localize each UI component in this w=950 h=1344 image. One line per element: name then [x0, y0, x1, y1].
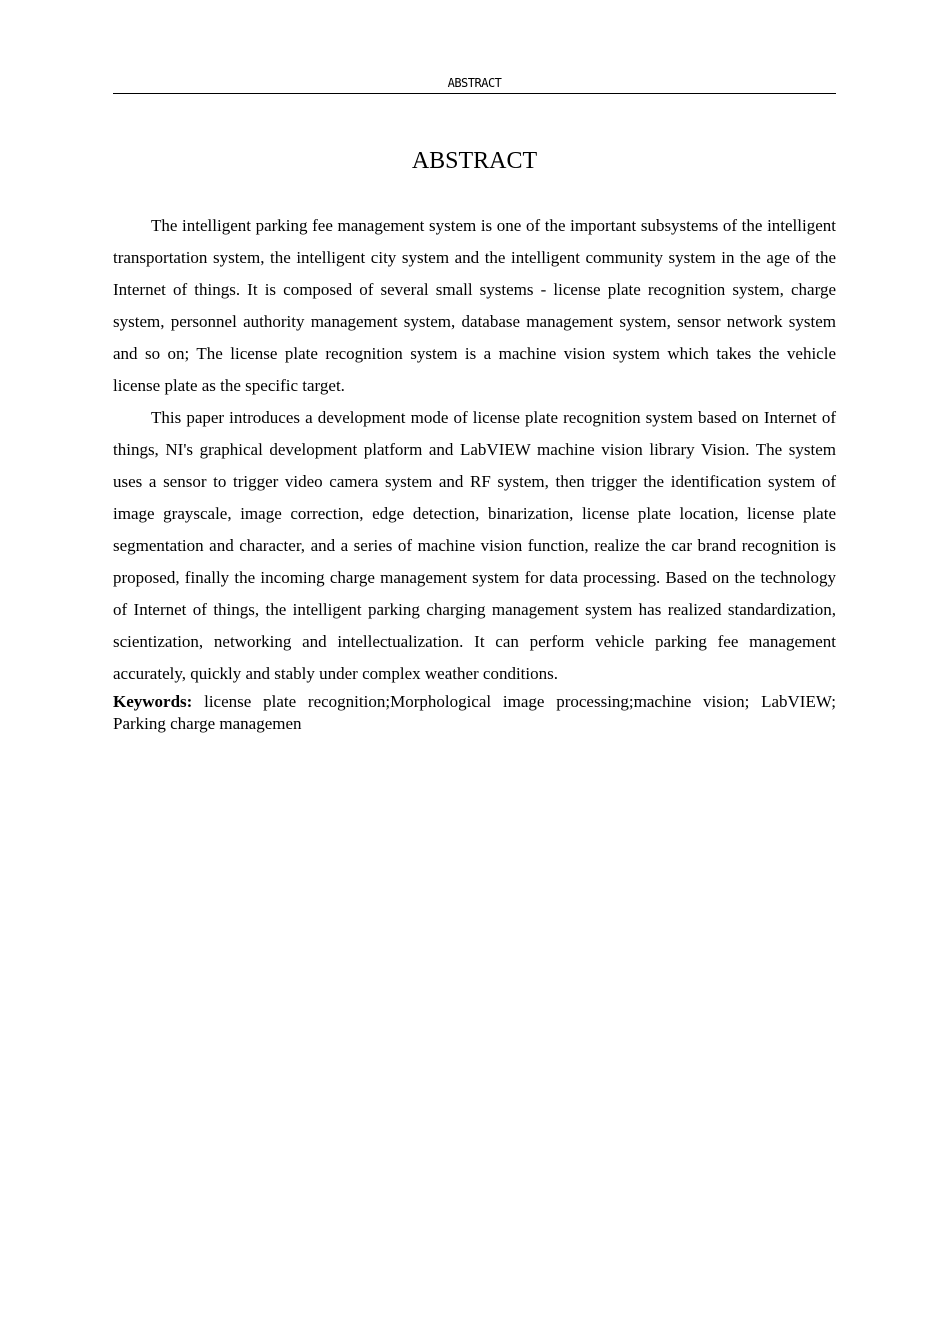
keywords-text: license plate recognition;Morphological image processing;machine vision; LabVIEW; Parking charge managemen — [113, 692, 836, 733]
keywords — [113, 691, 836, 735]
keywords-label: Keywords: — [113, 692, 193, 711]
abstract-paragraph-2: This paper introduces a development mode of license plate recognition system based on Internet of things, NI's graphical development platform and LabVIEW machine vision library Vision. The system uses a sensor to trigger video camera system and RF system, then trigger the identification system of image grayscale, image correction, edge detection, binarization, license plate location, license plate segmentation and character, and a series of machine vision function, realize the car brand recognition is proposed, finally the incoming charge management system for data processing. Based on the technology of Internet of things, the intelligent parking charging management system has realized standardization, scientization, networking and intellectualization. It can perform vehicle parking fee management accurately, quickly and stably under complex weather conditions. — [113, 408, 836, 683]
page-title: ABSTRACT — [411, 148, 538, 174]
abstract-paragraph-1: The intelligent parking fee management system is one of the important subsystems of the intelligent transportation system, the intelligent city system and the intelligent community system in the age of the Internet of things. It is composed of several small systems - license plate recognition system, charge system, personnel authority management system, database management system, sensor network system and so on; The license plate recognition system is a machine vision system which takes the vehicle license plate as the specific target. — [113, 216, 836, 395]
abstract-body — [113, 210, 836, 735]
running-header: ABSTRACT — [113, 74, 836, 94]
